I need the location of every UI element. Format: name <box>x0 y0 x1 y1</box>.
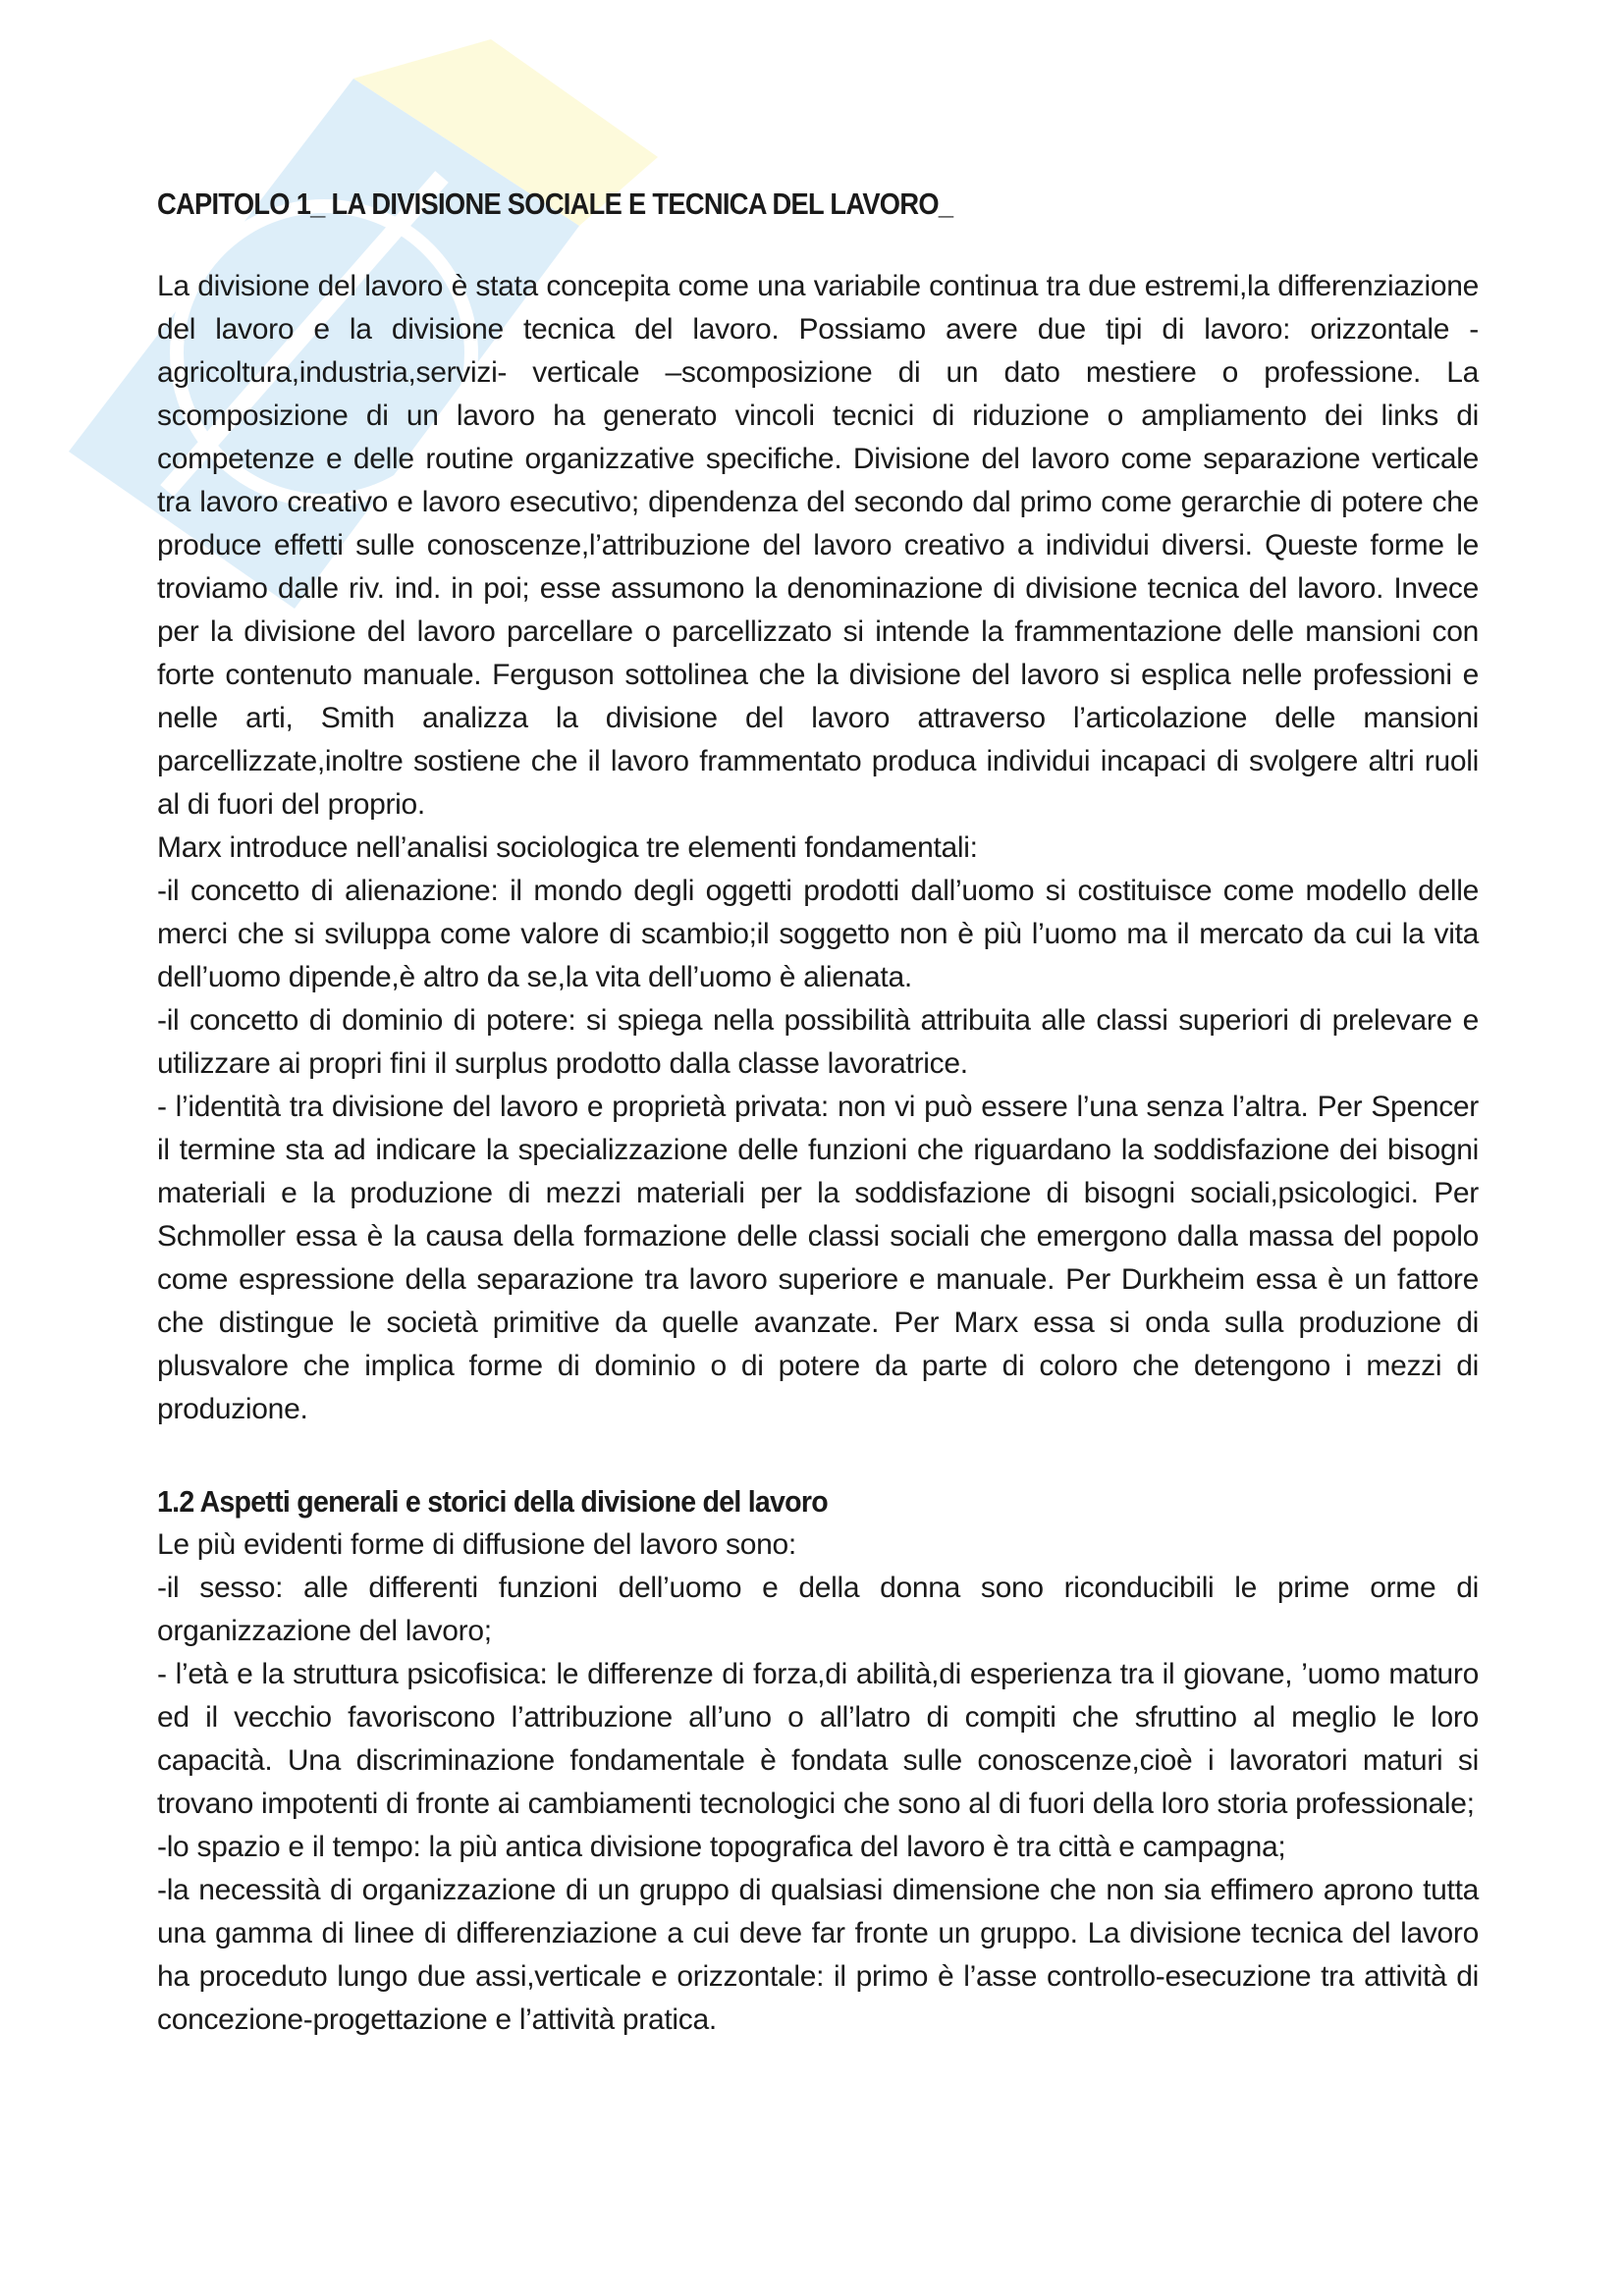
section-title: 1.2 Aspetti generali e storici della divisione del lavoro <box>157 1484 828 1519</box>
section-paragraph-space-time: -lo spazio e il tempo: la più antica divisione topografica del lavoro è tra città e campagna; <box>157 1831 1286 1863</box>
chapter-title: CAPITOLO 1_ LA DIVISIONE SOCIALE E TECNICA DEL LAVORO_ <box>157 187 953 221</box>
section-paragraph-intro: Le più evidenti forme di diffusione del lavoro sono: <box>157 1528 796 1561</box>
chapter-paragraph-marx-intro: Marx introduce nell’analisi sociologica tre elementi fondamentali: <box>157 831 978 864</box>
section-paragraph-age: - l’età e la struttura psicofisica: le differenze di forza,di abilità,di esperienza tra il giovane, ’uomo maturo ed il vecchio favoriscono l’attribuzione all’uno o all’latro di compiti che sfruttino al meglio le loro capacità. Una discriminazione fondamentale è fondata sulle conoscenze,cioè i lavoratori maturi si trovano impotenti di fronte ai cambiamenti tecnologici che sono al di fuori della loro storia professionale; <box>157 1658 1479 1820</box>
section-paragraph-organization: -la necessità di organizzazione di un gruppo di qualsiasi dimensione che non sia effimero aprono tutta una gamma di linee di differenziazione a cui deve far fronte un gruppo. La divisione tecnica del lavoro ha proceduto lungo due assi,verticale e orizzontale: il primo è l’asse controllo-esecuzione tra attività di concezione-progettazione e l’attività pratica. <box>157 1874 1479 2036</box>
chapter-paragraph-intro: La divisione del lavoro è stata concepita come una variabile continua tra due estremi,la differenziazione del lavoro e la divisione tecnica del lavoro. Possiamo avere due tipi di lavoro: orizzontale -agricoltura,industria,servizi- verticale –scomposizione di un dato mestiere o professione. La scomposizione di un lavoro ha generato vincoli tecnici di riduzione o ampliamento dei links di competenze e delle routine organizzative specifiche. Divisione del lavoro come separazione verticale tra lavoro creativo e lavoro esecutivo; dipendenza del secondo dal primo come gerarchie di potere che produce effetti sulle conoscenze,l’attribuzione del lavoro creativo a individui diversi. Queste forme le troviamo dalle riv. ind. in poi; esse assumono la denominazione di divisione tecnica del lavoro. Invece per la divisione del lavoro parcellare o parcellizzato si intende la frammentazione delle mansioni con forte contenuto manuale. Ferguson sottolinea che la divisione del lavoro si esplica nelle professioni e nelle arti, Smith analizza la divisione del lavoro attraverso l’articolazione delle mansioni parcellizzate,inoltre sostiene che il lavoro frammentato produca individui incapaci di svolgere altri ruoli al di fuori del proprio. <box>157 270 1479 821</box>
chapter-paragraph-alienation: -il concetto di alienazione: il mondo degli oggetti prodotti dall’uomo si costituisce come modello delle merci che si sviluppa come valore di scambio;il soggetto non è più l’uomo ma il mercato da cui la vita dell’uomo dipende,è altro da se,la vita dell’uomo è alienata. <box>157 875 1479 993</box>
chapter-paragraph-power: -il concetto di dominio di potere: si spiega nella possibilità attribuita alle classi superiori di prelevare e utilizzare ai propri fini il surplus prodotto dalla classe lavoratrice. <box>157 1004 1479 1080</box>
section-paragraph-sex: -il sesso: alle differenti funzioni dell’uomo e della donna sono riconducibili le prime orme di organizzazione del lavoro; <box>157 1572 1479 1647</box>
chapter-paragraph-property: - l’identità tra divisione del lavoro e proprietà privata: non vi può essere l’una senza l’altra. Per Spencer il termine sta ad indicare la specializzazione delle funzioni che riguardano la soddisfazione dei bisogni materiali e la produzione di mezzi materiali per la soddisfazione di bisogni sociali,psicologici. Per Schmoller essa è la causa della formazione delle classi sociali che emergono dalla massa del popolo come espressione della separazione tra lavoro superiore e manuale. Per Durkheim essa è un fattore che distingue le società primitive da quelle avanzate. Per Marx essa si onda sulla produzione di plusvalore che implica forme di dominio o di potere da parte di coloro che detengono i mezzi di produzione. <box>157 1091 1479 1425</box>
document-page <box>157 187 1479 2042</box>
